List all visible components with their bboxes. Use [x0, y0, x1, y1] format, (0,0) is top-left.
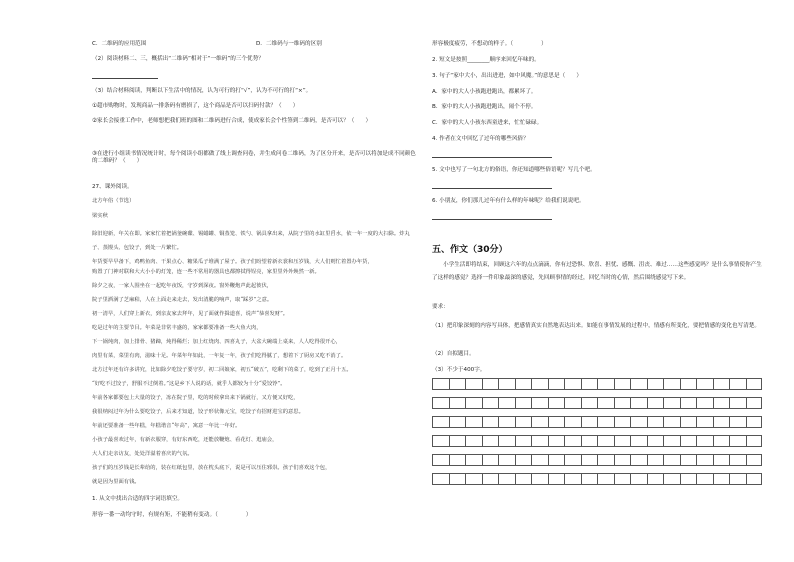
- article-para-14: 年前还要准备一些年糕，年糕谐音“年高”，寓意一年比一年好。: [92, 423, 241, 429]
- article-para-18: 就是因为里面有钱。: [92, 479, 140, 485]
- sub-question-6: 6. 小朋友，你们那儿过年有什么样的年味呢？给我们说说吧。: [432, 198, 585, 204]
- option-d: D．二维码与一维码的区别: [256, 41, 322, 47]
- grid-cell[interactable]: [482, 435, 499, 447]
- grid-cell[interactable]: [465, 473, 482, 485]
- sub-question-1: 1. 从文中找出合适的四字词语填空。: [92, 496, 184, 502]
- grid-cell[interactable]: [465, 416, 482, 428]
- grid-cell[interactable]: [531, 473, 548, 485]
- grid-cell[interactable]: [515, 454, 532, 466]
- grid-cell[interactable]: [630, 378, 647, 390]
- grid-cell[interactable]: [713, 397, 730, 409]
- grid-cell[interactable]: [564, 416, 581, 428]
- grid-cell[interactable]: [696, 397, 713, 409]
- grid-cell[interactable]: [647, 454, 664, 466]
- grid-cell[interactable]: [515, 416, 532, 428]
- grid-cell[interactable]: [680, 454, 697, 466]
- grid-cell[interactable]: [597, 416, 614, 428]
- grid-cell[interactable]: [680, 416, 697, 428]
- grid-cell[interactable]: [531, 454, 548, 466]
- grid-cell[interactable]: [729, 454, 746, 466]
- grid-cell[interactable]: [465, 397, 482, 409]
- option-c: C．二维码的应用范围: [92, 41, 147, 47]
- question-3: （3）结合材料阅读，判断以下生活中的情况，认为可行的打“√”，认为不可行的打“×”。: [92, 88, 312, 94]
- sub-question-1-a: 形容一番一动均守时，有规有矩，不能稍有变动。（ ）: [92, 512, 252, 518]
- grid-row: [432, 435, 762, 447]
- grid-cell[interactable]: [498, 435, 515, 447]
- grid-cell[interactable]: [465, 378, 482, 390]
- grid-cell[interactable]: [663, 435, 680, 447]
- sub-question-5: 5. 文中也写了一句北方的俗语，你还知道哪些俗语呢？写几个吧。: [432, 167, 596, 173]
- grid-cell[interactable]: [729, 473, 746, 485]
- article-para-11: “好吃不过饺子，舒服不过倒着。”这是乡下人说的话，就乎人都较为十分“爱饺饽”。: [92, 381, 286, 387]
- grid-row: [432, 473, 762, 485]
- grid-cell[interactable]: [564, 454, 581, 466]
- article-para-16: 大人们走亲访友，处处洋溢着喜庆的气氛。: [92, 451, 193, 457]
- grid-cell[interactable]: [581, 435, 598, 447]
- article-para-10: 北方过年还有许多讲究，比如除夕吃饺子要守岁，初二回娘家，初五“破五”，吃剩下的菜了，吃到了正月十五。: [92, 367, 352, 373]
- grid-cell[interactable]: [597, 378, 614, 390]
- grid-cell[interactable]: [548, 473, 565, 485]
- grid-cell[interactable]: [581, 454, 598, 466]
- grid-cell[interactable]: [465, 454, 482, 466]
- grid-cell[interactable]: [647, 435, 664, 447]
- grid-cell[interactable]: [498, 416, 515, 428]
- grid-cell[interactable]: [630, 454, 647, 466]
- judge-item-3: ③在进行小组读书情况统计时，每个阅读小组都做了线上调查问卷，并生成问卷二维码，为了区分开来，是否可以将加是成不同颜色的二维码？（ ）: [92, 151, 416, 164]
- grid-cell[interactable]: [630, 435, 647, 447]
- grid-cell[interactable]: [713, 454, 730, 466]
- article-para-6: 初一清早，人们穿上新衣，到亲友家去拜年，见了面就作揖道喜，说声“恭喜发财”。: [92, 311, 289, 317]
- grid-cell[interactable]: [614, 454, 631, 466]
- grid-cell[interactable]: [432, 378, 449, 390]
- grid-cell[interactable]: [515, 473, 532, 485]
- composition-prompt: 小学生活即将结束，回顾这六年的点点滴滴，你有过恐惧、欣喜、担忧、感慨、沮丧、难过……这些感觉吗？是什么事情使你产生了这样的感觉？选择一件印象最深的感觉，先回顾事情的经过，回忆当时的心情，然后围绕感觉写下来。: [432, 262, 762, 281]
- sub-question-1-b: 形容极度疲劳，不想动的样子。（ ）: [432, 41, 547, 47]
- grid-cell[interactable]: [465, 435, 482, 447]
- grid-cell[interactable]: [729, 435, 746, 447]
- choice-b: B．家中的大人小孩跑进跑出，闹个不停。: [432, 104, 537, 110]
- grid-cell[interactable]: [564, 378, 581, 390]
- grid-cell[interactable]: [746, 378, 763, 390]
- grid-cell[interactable]: [432, 435, 449, 447]
- grid-cell[interactable]: [680, 473, 697, 485]
- grid-cell[interactable]: [746, 473, 763, 485]
- grid-cell[interactable]: [696, 435, 713, 447]
- grid-cell[interactable]: [614, 378, 631, 390]
- grid-cell[interactable]: [564, 397, 581, 409]
- grid-cell[interactable]: [597, 473, 614, 485]
- grid-cell[interactable]: [581, 416, 598, 428]
- grid-cell[interactable]: [729, 378, 746, 390]
- grid-cell[interactable]: [548, 454, 565, 466]
- grid-cell[interactable]: [449, 473, 466, 485]
- sub-question-3: 3. 句子“家中大小，出出进进，如中风魔。”的意思是（ ）: [432, 73, 582, 79]
- grid-cell[interactable]: [713, 473, 730, 485]
- article-para-13: 我很纳闷过年为什么要吃饺子，后来才知道，饺子形状像元宝，吃饺子有招财进宝的意思。: [92, 409, 304, 415]
- judge-item-2: ②家长会接重工作中，老师想把我们班的图和二维码进行合成，使成家长会个性签到二维码，是否可以？（ ）: [92, 118, 372, 124]
- grid-cell[interactable]: [498, 378, 515, 390]
- grid-cell[interactable]: [548, 435, 565, 447]
- grid-cell[interactable]: [696, 416, 713, 428]
- judge-item-1: ①超市购物时，发现商品一排条码有磨损了，这个商品是否可以扫码付款？（ ）: [92, 103, 299, 109]
- article-para-12: 年前各家都要包上大量的饺子，冻在院子里，吃的时候拿出来下锅就行，又方便又好吃，: [92, 395, 299, 401]
- grid-cell[interactable]: [696, 378, 713, 390]
- grid-cell[interactable]: [482, 454, 499, 466]
- grid-cell[interactable]: [449, 397, 466, 409]
- grid-cell[interactable]: [531, 397, 548, 409]
- grid-cell[interactable]: [515, 378, 532, 390]
- grid-cell[interactable]: [531, 416, 548, 428]
- grid-cell[interactable]: [663, 378, 680, 390]
- grid-cell[interactable]: [531, 435, 548, 447]
- grid-cell[interactable]: [614, 397, 631, 409]
- answer-blank-6[interactable]: [432, 219, 552, 220]
- grid-cell[interactable]: [498, 473, 515, 485]
- grid-cell[interactable]: [696, 454, 713, 466]
- grid-cell[interactable]: [746, 397, 763, 409]
- grid-cell[interactable]: [746, 416, 763, 428]
- grid-cell[interactable]: [647, 378, 664, 390]
- article-para-7: 吃是过年的主要节目。年菜是非常丰盛的，家家都要准备一些大鱼大肉，: [92, 325, 262, 331]
- grid-row: [432, 416, 762, 428]
- article-para-8: 下一锅炖肉，加上排骨、猪蹄，炖得稀烂；加上红烧肉、四喜丸子，大盆大碗端上桌来，人人吃得很开心，: [92, 339, 341, 345]
- grid-cell[interactable]: [680, 378, 697, 390]
- grid-cell[interactable]: [531, 378, 548, 390]
- grid-cell[interactable]: [482, 378, 499, 390]
- grid-row: [432, 454, 762, 466]
- article-para-17: 孩子们的压岁钱是长辈给的，装在红纸包里，放在枕头底下，说是可以压住邪祟。孩子们喜欢这个包，: [92, 465, 331, 471]
- grid-cell[interactable]: [713, 378, 730, 390]
- grid-cell[interactable]: [597, 454, 614, 466]
- sub-question-4: 4. 作者在文中回忆了过年的哪些风俗？: [432, 136, 529, 142]
- answer-blank[interactable]: [92, 78, 158, 79]
- grid-row: [432, 397, 762, 409]
- writing-grid[interactable]: [432, 378, 762, 496]
- question-2: （2）阅读材料二、三，概括出“二维码”相对于“一维码”的三个优势？: [92, 56, 264, 62]
- grid-cell[interactable]: [432, 454, 449, 466]
- grid-cell[interactable]: [630, 397, 647, 409]
- grid-cell[interactable]: [449, 416, 466, 428]
- grid-row: [432, 378, 762, 390]
- requirement-3: （3）不少于400字。: [432, 367, 486, 373]
- requirement-2: （2）自拟题目。: [432, 351, 475, 357]
- article-title: 北方年俗（节选）: [92, 198, 135, 204]
- grid-cell[interactable]: [663, 397, 680, 409]
- grid-cell[interactable]: [548, 416, 565, 428]
- requirements-label: 要求：: [432, 304, 449, 310]
- grid-cell[interactable]: [449, 378, 466, 390]
- grid-cell[interactable]: [729, 416, 746, 428]
- grid-cell[interactable]: [647, 397, 664, 409]
- grid-cell[interactable]: [581, 397, 598, 409]
- grid-cell[interactable]: [515, 435, 532, 447]
- grid-cell[interactable]: [713, 435, 730, 447]
- sub-question-2: 2. 短文是按照________顺序来回忆年味的。: [432, 57, 540, 63]
- grid-cell[interactable]: [680, 397, 697, 409]
- grid-cell[interactable]: [482, 416, 499, 428]
- grid-cell[interactable]: [597, 397, 614, 409]
- choice-c: C．家中的大人小孩东西童进来，忙忙碌碌。: [432, 120, 543, 126]
- grid-cell[interactable]: [729, 397, 746, 409]
- grid-cell[interactable]: [713, 416, 730, 428]
- grid-cell[interactable]: [498, 454, 515, 466]
- article-para-15: 小孩子最喜欢过年，有新衣服穿，有好东西吃，还能放鞭炮、看花灯、逛庙会，: [92, 437, 278, 443]
- grid-cell[interactable]: [564, 435, 581, 447]
- grid-cell[interactable]: [432, 397, 449, 409]
- article-para-2: 年货要早早备下，鸡鸭鱼肉、干果点心、糖果瓜子堆满了屋子。孩子们盼望着新衣裳和压岁钱，大人们则忙着置办年货，: [92, 259, 373, 265]
- grid-cell[interactable]: [746, 454, 763, 466]
- grid-cell[interactable]: [498, 397, 515, 409]
- grid-cell[interactable]: [449, 454, 466, 466]
- question-27: 27、课外阅读。: [92, 184, 133, 190]
- grid-cell[interactable]: [614, 435, 631, 447]
- section-title-composition: 五、作文（30分）: [432, 245, 508, 255]
- grid-cell[interactable]: [663, 454, 680, 466]
- article-para-9: 肉里有菜，菜里有肉，滋味十足。年菜年年如此，一年复一年，孩子们吃得腻了，想着下了厨房又吃不消了。: [92, 353, 347, 359]
- grid-cell[interactable]: [647, 416, 664, 428]
- grid-cell[interactable]: [482, 397, 499, 409]
- grid-cell[interactable]: [696, 473, 713, 485]
- grid-cell[interactable]: [630, 416, 647, 428]
- article-para-1: 除旧迎新，年关在即。家家忙着把锅釜碗碟、锡蜡罐、铜蒸笼、铁勺、锅具拿出来，从院子里的水缸里舀水，依一年一度的大扫除。炸丸子、蒸馒头、包饺子，到处一片繁忙。: [92, 231, 410, 251]
- answer-blank-5[interactable]: [432, 188, 552, 189]
- article-para-5: 院子里洒满了芝麻秸，人在上面走来走去，发出清脆的响声，取“踩岁”之意。: [92, 297, 273, 303]
- grid-cell[interactable]: [564, 473, 581, 485]
- grid-cell[interactable]: [597, 435, 614, 447]
- grid-cell[interactable]: [746, 435, 763, 447]
- grid-cell[interactable]: [630, 473, 647, 485]
- grid-cell[interactable]: [515, 397, 532, 409]
- grid-cell[interactable]: [680, 435, 697, 447]
- article-para-4: 除夕之夜，一家人围坐在一起吃年夜饭，守岁到深夜。窗外鞭炮声此起彼伏，: [92, 283, 273, 289]
- grid-cell[interactable]: [663, 416, 680, 428]
- answer-blank-4[interactable]: [432, 157, 552, 158]
- grid-cell[interactable]: [663, 473, 680, 485]
- grid-cell[interactable]: [647, 473, 664, 485]
- choice-a: A．家中的大人小孩跑进跑出，都累坏了。: [432, 89, 537, 95]
- grid-cell[interactable]: [614, 416, 631, 428]
- grid-cell[interactable]: [614, 473, 631, 485]
- grid-cell[interactable]: [548, 397, 565, 409]
- grid-cell[interactable]: [449, 435, 466, 447]
- requirement-1: （1）把印象深刻的内容写具体，把感情真实自然地表达出来。如能在事情发展的过程中，情感有所变化，要把情感的变化也写清楚。: [432, 323, 760, 329]
- article-para-3: 购置了门神对联和大大小小的灯笼，连一些不常用的器具也都擦拭得锃亮，家里里外外焕然一新。: [92, 269, 320, 275]
- grid-cell[interactable]: [581, 378, 598, 390]
- grid-cell[interactable]: [432, 416, 449, 428]
- grid-cell[interactable]: [548, 378, 565, 390]
- article-author: 梁实秋: [92, 213, 108, 219]
- grid-cell[interactable]: [432, 473, 449, 485]
- grid-cell[interactable]: [482, 473, 499, 485]
- grid-cell[interactable]: [581, 473, 598, 485]
